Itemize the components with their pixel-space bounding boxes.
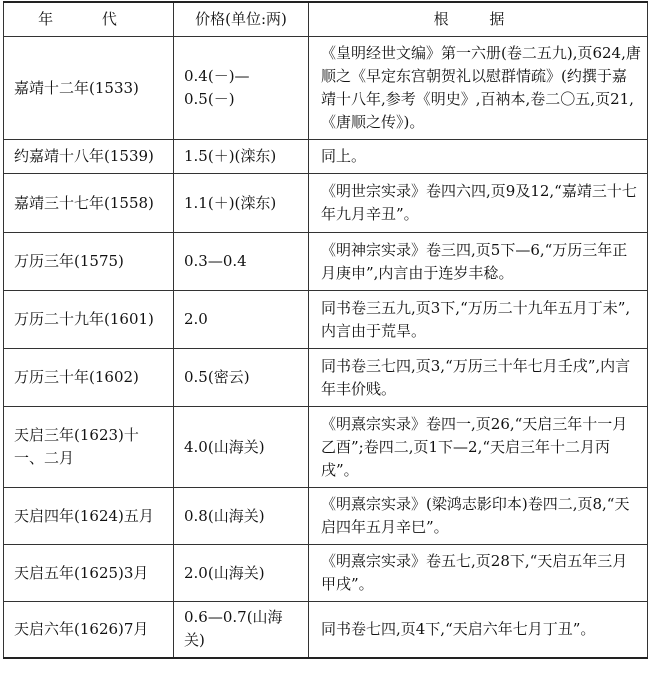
- source-cell: 同书卷三五九,页3下,“万历二十九年五月丁未”,内言由于荒旱。: [309, 291, 648, 349]
- source-cell: 《明世宗实录》卷四六四,页9及12,“嘉靖三十七年九月辛丑”。: [309, 174, 648, 233]
- era-cell: 嘉靖十二年(1533): [4, 37, 174, 140]
- source-cell: 《皇明经世文编》第一六册(卷二五九),页624,唐顺之《早定东宫朝贺礼以慰群情疏》(约撰于嘉靖十八年,参考《明史》,百衲本,卷二〇五,页21,《唐顺之传》)。: [309, 37, 648, 140]
- source-cell: 同上。: [309, 140, 648, 174]
- table-row: [4, 291, 648, 349]
- header-row: [4, 2, 648, 37]
- era-cell: 万历三年(1575): [4, 233, 174, 291]
- source-cell: 《明熹宗实录》(梁鸿志影印本)卷四二,页8,“天启四年五月辛巳”。: [309, 488, 648, 545]
- era-cell: 天启四年(1624)五月: [4, 488, 174, 545]
- price-cell: 1.5(＋)(滦东): [174, 140, 309, 174]
- price-cell: 1.1(＋)(滦东): [174, 174, 309, 233]
- price-cell: 0.8(山海关): [174, 488, 309, 545]
- price-cell: 0.3—0.4: [174, 233, 309, 291]
- table-row: [4, 140, 648, 174]
- era-cell: 万历三十年(1602): [4, 349, 174, 407]
- source-cell: 《明熹宗实录》卷四一,页26,“天启三年十一月乙酉”;卷四二,页1下—2,“天启三年十二月丙戌”。: [309, 407, 648, 488]
- price-cell: 4.0(山海关): [174, 407, 309, 488]
- source-cell: 《明熹宗实录》卷五七,页28下,“天启五年三月甲戌”。: [309, 545, 648, 602]
- table-row: [4, 602, 648, 658]
- table-row: [4, 488, 648, 545]
- price-cell: 0.4(－)—0.5(－): [174, 37, 309, 140]
- price-cell: 2.0: [174, 291, 309, 349]
- table-row: [4, 349, 648, 407]
- era-cell: 约嘉靖十八年(1539): [4, 140, 174, 174]
- era-cell: 天启五年(1625)3月: [4, 545, 174, 602]
- source-cell: 同书卷七四,页4下,“天启六年七月丁丑”。: [309, 602, 648, 658]
- era-cell: 天启六年(1626)7月: [4, 602, 174, 658]
- era-cell: 嘉靖三十七年(1558): [4, 174, 174, 233]
- era-cell: 万历二十九年(1601): [4, 291, 174, 349]
- era-cell: 天启三年(1623)十一、二月: [4, 407, 174, 488]
- rice-price-table: [3, 1, 648, 659]
- price-cell: 0.5(密云): [174, 349, 309, 407]
- table-row: [4, 233, 648, 291]
- source-cell: 《明神宗实录》卷三四,页5下—6,“万历三年正月庚申”,内言由于连岁丰稔。: [309, 233, 648, 291]
- table-row: [4, 37, 648, 140]
- table-row: [4, 545, 648, 602]
- table-row: [4, 407, 648, 488]
- header-source: 根 据: [309, 2, 648, 37]
- price-cell: 0.6—0.7(山海关): [174, 602, 309, 658]
- table-row: [4, 174, 648, 233]
- header-era: 年 代: [4, 2, 174, 37]
- price-cell: 2.0(山海关): [174, 545, 309, 602]
- header-price: 价格(单位:两): [174, 2, 309, 37]
- source-cell: 同书卷三七四,页3,“万历三十年七月壬戌”,内言年丰价贱。: [309, 349, 648, 407]
